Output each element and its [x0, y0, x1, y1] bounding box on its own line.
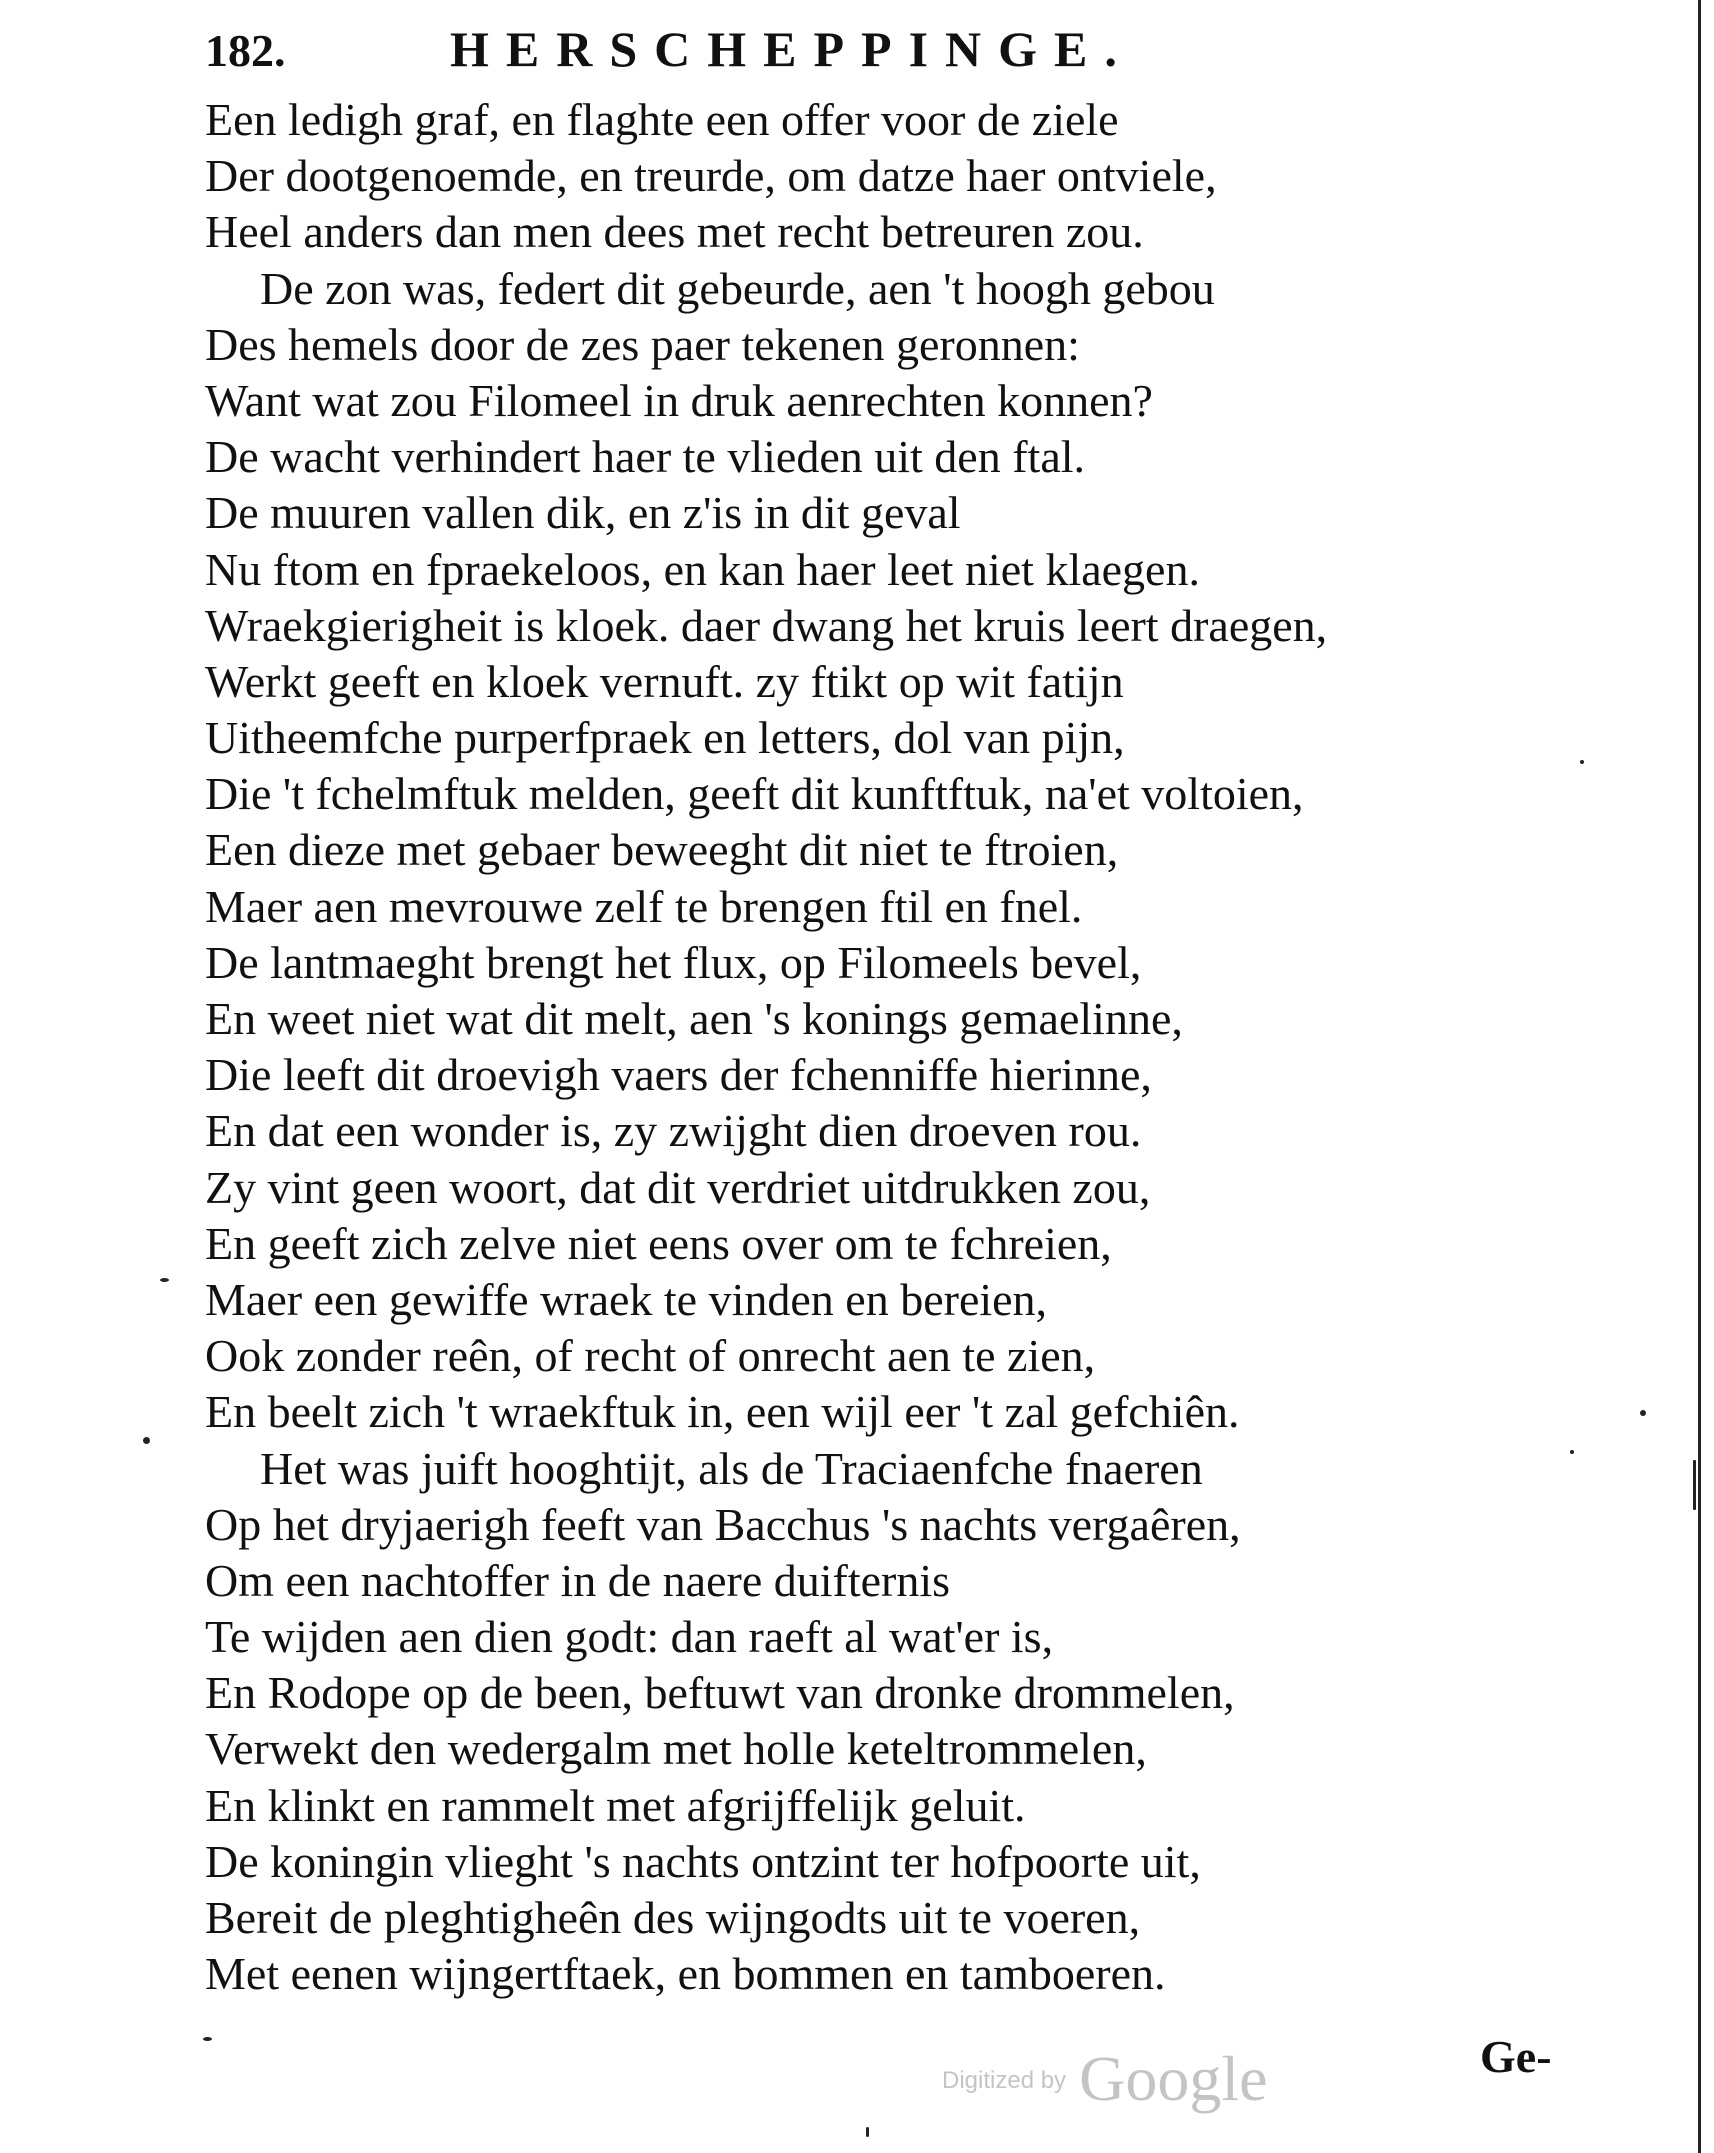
verse-line: Maer aen mevrouwe zelf te brengen ftil en fnel. [205, 880, 1083, 932]
ink-speck [203, 2037, 212, 2041]
verse-line: Die 't fchelmftuk melden, geeft dit kunftftuk, na'et voltoien, [205, 768, 1304, 820]
verse-line: En geeft zich zelve niet eens over om te fchreien, [205, 1217, 1112, 1269]
ink-speck [160, 1278, 169, 1282]
page-number: 182. [205, 25, 286, 76]
verse-line: De wacht verhindert haer te vlieden uit den ftal. [205, 431, 1086, 483]
ink-speck [1640, 1410, 1646, 1416]
verse-line: Verwekt den wedergalm met holle keteltrommelen, [205, 1723, 1147, 1775]
verse-line-indented: Het was juift hooghtijt, als de Traciaenfche fnaeren [260, 1442, 1203, 1494]
verse-line: Werkt geeft en kloek vernuft. zy ftikt op wit fatijn [205, 655, 1124, 707]
verse-line: De lantmaeght brengt het flux, op Filomeels bevel, [205, 936, 1142, 988]
verse-line: Ook zonder reên, of recht of onrecht aen te zien, [205, 1330, 1096, 1382]
verse-line: En Rodope op de been, beftuwt van dronke drommelen, [205, 1667, 1235, 1719]
verse-line: Maer een gewiffe wraek te vinden en bereien, [205, 1273, 1048, 1325]
verse-line: Bereit de pleghtigheên des wijngodts uit te voeren, [205, 1892, 1141, 1943]
verse-line: Een ledigh graf, en flaghte een offer voor de ziele [205, 94, 1119, 145]
ink-speck [1580, 760, 1584, 764]
verse-line: Want wat zou Filomeel in druk aenrechten konnen? [205, 374, 1153, 426]
verse-line: Der dootgenoemde, en treurde, om datze haer ontviele, [205, 150, 1217, 202]
verse-line-indented: De zon was, federt dit gebeurde, aen 't hoogh gebou [260, 262, 1215, 314]
ink-speck [143, 1437, 150, 1444]
verse-line: Een dieze met gebaer beweeght dit niet te ftroien, [205, 824, 1119, 876]
verse-line: En dat een wonder is, zy zwijght dien droeven rou. [205, 1105, 1142, 1157]
catchword: Ge- [1480, 2031, 1552, 2082]
verse-line: Op het dryjaerigh feeft van Bacchus 's nachts vergaêren, [205, 1498, 1241, 1550]
ink-speck [1693, 1460, 1696, 1510]
running-head: HERSCHEPPINGE. [450, 21, 1134, 77]
google-wordmark: Google [1079, 2043, 1268, 2114]
verse-line: En weet niet wat dit melt, aen 's konings gemaelinne, [205, 993, 1183, 1044]
page-header [205, 18, 1335, 88]
verse-line: Met eenen wijngertftaek, en bommen en tamboeren. [205, 1948, 1166, 2000]
page-edge-rule [1698, 0, 1701, 2153]
ink-speck [866, 2127, 869, 2137]
verse-line: Uitheemfche purperfpraek en letters, dol van pijn, [205, 712, 1125, 764]
verse-line: Nu ftom en fpraekeloos, en kan haer leet niet klaegen. [205, 543, 1200, 595]
verse-line: Te wijden aen dien godt: dan raeft al wat'er is, [205, 1611, 1054, 1663]
verse-line: Zy vint geen woort, dat dit verdriet uitdrukken zou, [205, 1161, 1151, 1213]
verse-line: Des hemels door de zes paer tekenen geronnen: [205, 318, 1080, 370]
verse-text [205, 92, 1605, 2002]
ink-speck [1570, 1450, 1574, 1454]
digitized-by-label: Digitized by [942, 2067, 1067, 2094]
verse-line: De muuren vallen dik, en z'is in dit geval [205, 487, 961, 539]
verse-line: En beelt zich 't wraekftuk in, een wijl eer 't zal gefchiên. [205, 1386, 1240, 1438]
digitized-watermark [942, 2042, 1268, 2116]
verse-line: De koningin vlieght 's nachts ontzint ter hofpoorte uit, [205, 1835, 1201, 1887]
verse-line: En klinkt en rammelt met afgrijffelijk geluit. [205, 1779, 1026, 1831]
verse-line: Die leeft dit droevigh vaers der fchenniffe hierinne, [205, 1049, 1152, 1101]
verse-line: Heel anders dan men dees met recht betreuren zou. [205, 206, 1144, 258]
verse-line: Om een nachtoffer in de naere duifternis [205, 1554, 951, 1606]
verse-line: Wraekgierigheit is kloek. daer dwang het kruis leert draegen, [205, 599, 1328, 651]
